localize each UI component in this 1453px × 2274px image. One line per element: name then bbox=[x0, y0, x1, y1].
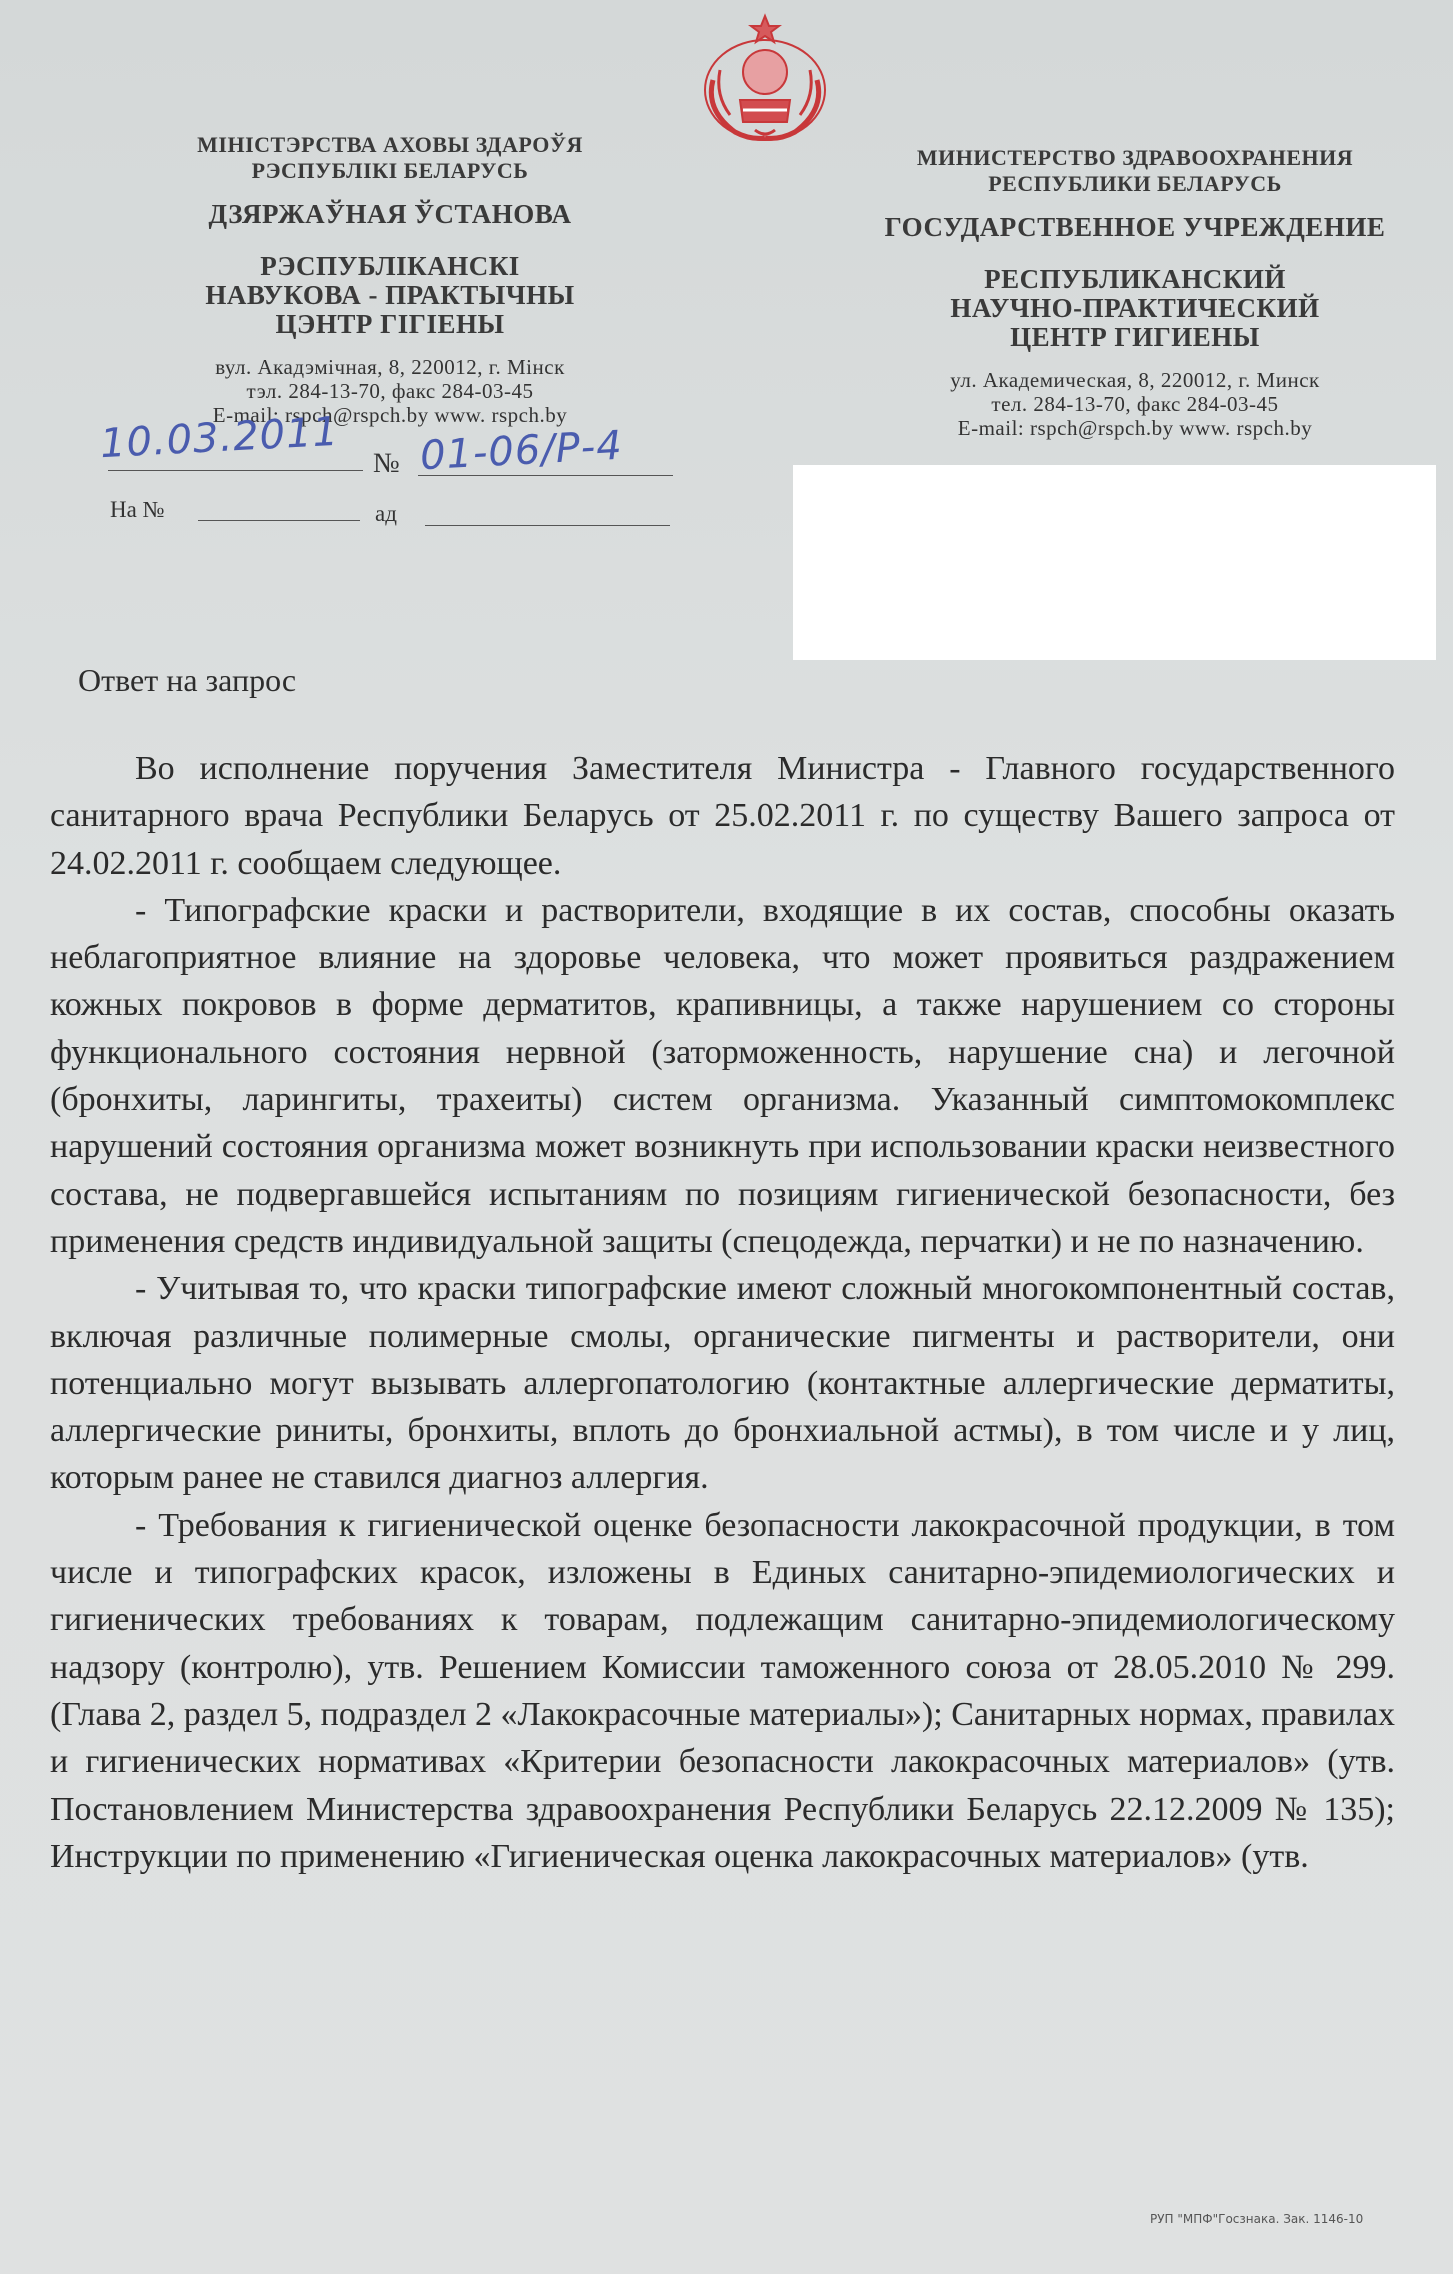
body-paragraph-1: Во исполнение поручения Заместителя Министра - Главного государственного санитарного врача Республики Беларусь от 25.02.2011 г. по существу Вашего запроса от 24.02.2011 г. сообщаем следующее. bbox=[50, 750, 1395, 882]
center-name-line2-ru: НАУЧНО-ПРАКТИЧЕСКИЙ bbox=[950, 293, 1320, 323]
email-web-ru: E-mail: rspch@rspch.by www. rspch.by bbox=[957, 416, 1313, 440]
body-paragraph-3: - Учитывая то, что краски типографские имеют сложный многокомпонентный состав, включая различные полимерные смолы, органические пигменты и растворители, они потенциально могут вызывать аллергопатологию (контактные аллергические дерматиты, аллергические риниты, бронхиты, вплоть до бронхиальной астмы), в том числе и у лиц, которым ранее не ставился диагноз аллергия. bbox=[50, 1270, 1395, 1497]
address-ru: ул. Академическая, 8, 220012, г. Минск bbox=[950, 368, 1320, 392]
number-sign: № bbox=[373, 448, 400, 479]
reply-number-underline bbox=[198, 520, 360, 521]
country-name-ru: РЕСПУБЛИКИ БЕЛАРУСЬ bbox=[988, 171, 1282, 196]
phone-ru: тел. 284-13-70, факс 284-03-45 bbox=[991, 392, 1279, 416]
institution-type-be: ДЗЯРЖАЎНАЯ ЎСТАНОВА bbox=[208, 199, 572, 229]
letterhead-russian bbox=[870, 145, 1400, 440]
center-name-line2-be: НАВУКОВА - ПРАКТЫЧНЫ bbox=[205, 280, 575, 310]
handwritten-date: 10.03.2011 bbox=[98, 408, 341, 468]
center-name-line3-ru: ЦЕНТР ГИГИЕНЫ bbox=[1010, 322, 1260, 352]
redacted-recipient-block bbox=[793, 465, 1436, 660]
handwritten-number: 01-06/Р-4 bbox=[418, 422, 624, 480]
contacts-ru bbox=[870, 368, 1400, 440]
center-name-line1-ru: РЕСПУБЛИКАНСКИЙ bbox=[984, 264, 1286, 294]
subject-line: Ответ на запрос bbox=[78, 662, 297, 698]
center-name-line3-be: ЦЭНТР ГІГІЕНЫ bbox=[275, 309, 505, 339]
phone-be: тэл. 284-13-70, факс 284-03-45 bbox=[246, 379, 534, 403]
date-underline bbox=[108, 470, 363, 471]
center-name-line1-be: РЭСПУБЛІКАНСКІ bbox=[260, 251, 520, 281]
country-name-be: РЭСПУБЛІКІ БЕЛАРУСЬ bbox=[251, 158, 529, 183]
ministry-name-be: МІНІСТЭРСТВА АХОВЫ ЗДАРОЎЯ bbox=[197, 132, 583, 157]
state-emblem-icon bbox=[695, 10, 835, 145]
email-web-be: E-mail: rspch@rspch.by www. rspch.by bbox=[212, 403, 568, 427]
letterhead-belarusian bbox=[150, 132, 630, 427]
body-paragraph-4: - Требования к гигиенической оценке безопасности лакокрасочной продукции, в том числе и типографских красок, изложены в Единых санитарно-эпидемиологических и гигиенических требованиях к товарам, подлежащим санитарно-эпидемиологическому надзору (контролю), утв. Решением Комиссии таможенного союза от 28.05.2010 № 299. (Глава 2, раздел 5, подраздел 2 «Лакокрасочные материалы»); Санитарных нормах, правилах и гигиенических нормативах «Критерии безопасности лакокрасочных материалов» (утв. Постановлением Министерства здравоохранения Республики Беларусь 22.12.2009 № 135); Инструкции по применению «Гигиеническая оценка лакокрасочных материалов» (утв. bbox=[50, 1506, 1395, 1875]
reply-date-underline bbox=[425, 525, 670, 526]
printer-mark: РУП "МПФ"Госзнака. Зак. 1146-10 bbox=[1150, 2212, 1364, 2226]
reply-to-label: На № bbox=[110, 497, 165, 522]
body-paragraph-2: - Типографские краски и растворители, входящие в их состав, способны оказать неблагоприятное влияние на здоровье человека, что может проявиться раздражением кожных покровов в форме дерматитов, крапивницы, а также нарушением со стороны функционального состояния нервной (заторможенность, нарушение сна) и легочной (бронхиты, ларингиты, трахеиты) систем организма. Указанный симптомокомплекс нарушений состояния организма может возникнуть при использовании краски неизвестного состава, не подвергавшейся испытаниям по позициям гигиенической безопасности, без применения средств индивидуальной защиты (спецодежда, перчатки) и не по назначению. bbox=[50, 891, 1395, 1260]
letter-body bbox=[50, 745, 1395, 1880]
ministry-name-ru: МИНИСТЕРСТВО ЗДРАВООХРАНЕНИЯ bbox=[916, 145, 1354, 170]
address-be: вул. Акадэмічная, 8, 220012, г. Мінск bbox=[215, 355, 565, 379]
institution-type-ru: ГОСУДАРСТВЕННОЕ УЧРЕЖДЕНИЕ bbox=[884, 212, 1386, 242]
reply-from-label: ад bbox=[375, 501, 397, 526]
